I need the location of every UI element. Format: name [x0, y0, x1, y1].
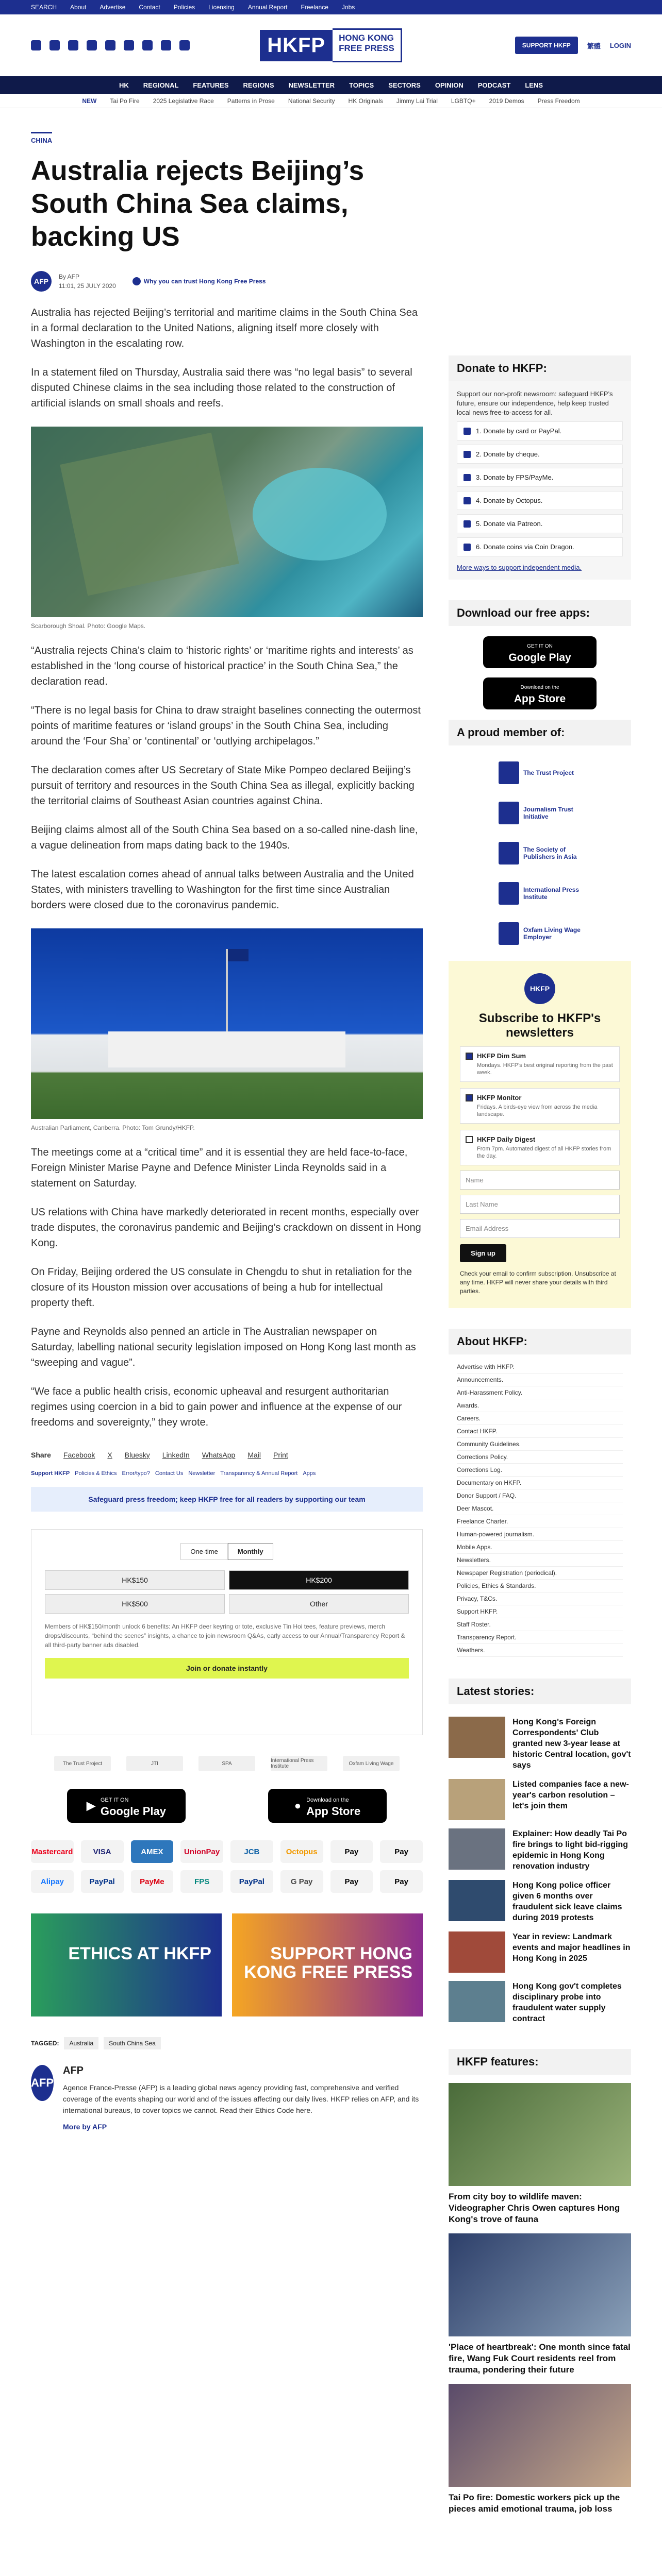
feature-item[interactable]: Tai Po fire: Domestic workers pick up the pieces amid emotional trauma, job loss	[449, 2384, 631, 2515]
nav-newsletter[interactable]: NEWSLETTER	[288, 81, 335, 89]
about-link[interactable]: Policies, Ethics & Standards.	[457, 1580, 623, 1592]
story-item[interactable]: Listed companies face a new-year's carbon resolution – let's join them	[449, 1779, 631, 1820]
footlink[interactable]: Apps	[303, 1470, 316, 1477]
paragraph: The latest escalation comes ahead of annual talks between Australia and the United States, with ministers travelling to Washington for the first time since Australian borders were closed due to the coronavirus pandemic.	[31, 869, 414, 911]
paragraph: On Friday, Beijing ordered the US consulate in Chengdu to shut in retaliation for the closure of its Houston mission over accusations of being a hub for intellectual property theft.	[31, 1266, 412, 1309]
trending-item[interactable]: HK Originals	[348, 97, 383, 105]
feature-item[interactable]: 'Place of heartbreak': One month since fatal fire, Wang Fuk Court residents reel from trauma, pondering their future	[449, 2233, 631, 2376]
story-thumbnail	[449, 1880, 505, 1921]
member-logos	[449, 745, 631, 961]
topbar-licensing[interactable]: Licensing	[208, 4, 235, 11]
paragraph: Beijing claims almost all of the South China Sea based on a so-called nine-dash line, a vague delineation from maps dating back to the 1940s.	[31, 824, 418, 851]
checkbox-checked-icon[interactable]	[466, 1094, 473, 1101]
coin-icon	[464, 544, 471, 551]
trending-item[interactable]: Patterns in Prose	[227, 97, 275, 105]
email-icon[interactable]	[142, 40, 153, 50]
about-link[interactable]: Transparency Report.	[457, 1631, 623, 1644]
latest-heading: Latest stories:	[449, 1679, 631, 1704]
publish-date: 11:01, 25 JULY 2020	[59, 282, 116, 290]
threads-icon[interactable]	[87, 40, 97, 50]
paragraph: “There is no legal basis for China to draw straight baselines connecting the outermost points of maritime features or ‘island groups’ in the South China Sea, including around the ‘Four Sha’ or ‘continental’ or ‘outlying archipelagos.”	[31, 705, 421, 747]
hkfp-badge-icon: HKFP	[524, 973, 555, 1004]
paragraph: Payne and Reynolds also penned an article in The Australian newspaper on Saturday, labelling national security legislation imposed on Hong Kong last month as “sweeping and vague”.	[31, 1326, 416, 1368]
amount-option[interactable]: HK$150	[45, 1570, 225, 1590]
trending-nav	[0, 94, 662, 108]
support-promo[interactable]: SUPPORT HONG KONG FREE PRESS	[232, 1913, 423, 2016]
badge[interactable]: The Trust Project	[54, 1756, 111, 1771]
safeguard-banner[interactable]: Safeguard press freedom; keep HKFP free for all readers by supporting our team	[31, 1487, 423, 1512]
nav-hk[interactable]: HK	[119, 81, 129, 89]
donation-widget	[31, 1529, 423, 1735]
about-link[interactable]: Advertise with HKFP.	[457, 1361, 623, 1374]
x-icon[interactable]	[49, 40, 60, 50]
tags	[31, 2037, 423, 2049]
share-facebook[interactable]: Facebook	[63, 1451, 95, 1459]
bluesky-icon[interactable]	[161, 40, 171, 50]
about-link[interactable]: Donor Support / FAQ.	[457, 1489, 623, 1502]
member-logo[interactable]: International Press Institute	[499, 878, 581, 908]
share-whatsapp[interactable]: WhatsApp	[202, 1451, 236, 1459]
payment-logo: Pay	[380, 1870, 423, 1893]
app-store-badge[interactable]: Download on the App Store	[483, 677, 597, 709]
paragraph: Australia has rejected Beijing’s territorial and maritime claims in the South China Sea in a formal declaration to the United Nations, aligning itself more closely with Washington in the escalating row.	[31, 307, 418, 349]
payment-logo: VISA	[81, 1840, 124, 1863]
about-link[interactable]: Community Guidelines.	[457, 1438, 623, 1451]
language-link[interactable]: 繁體	[587, 42, 601, 50]
image-caption: Scarborough Shoal. Photo: Google Maps.	[31, 622, 146, 630]
figure-parliament	[31, 928, 423, 1131]
apple-icon: ●	[294, 1799, 302, 1812]
about-link[interactable]: Deer Mascot.	[457, 1502, 623, 1515]
aerial-shoal-image	[31, 427, 423, 617]
paragraph: “Australia rejects China’s claim to ‘historic rights’ or ‘maritime rights and interests’ as established in the ‘long course of historical practice’ in the South China Sea,” the declaration read.	[31, 645, 413, 687]
more-by-author[interactable]: More by AFP	[63, 2123, 107, 2131]
story-thumbnail	[449, 1931, 505, 1973]
payment-logo: JCB	[230, 1840, 273, 1863]
support-hkfp-button[interactable]: SUPPORT HKFP	[515, 37, 578, 54]
story-thumbnail	[449, 1717, 505, 1758]
payment-logo: AMEX	[131, 1840, 174, 1863]
image-caption: Australian Parliament, Canberra. Photo: Tom Grundy/HKFP.	[31, 1124, 195, 1131]
trending-item[interactable]: 2025 Legislative Race	[153, 97, 214, 105]
payment-logo: Pay	[380, 1840, 423, 1863]
story-item[interactable]: Explainer: How deadly Tai Po fire brings to light bid-rigging epidemic in Hong Kong renovation industry	[449, 1828, 631, 1872]
logo-mark: HKFP	[260, 30, 333, 61]
payment-logo: G Pay	[280, 1870, 323, 1893]
badge[interactable]: International Press Institute	[271, 1756, 327, 1771]
donate-note: Support our non-profit newsroom: safeguard HKFP’s future, ensure our independence, help keep trusted local news free-to-access for all.	[457, 390, 613, 416]
payment-methods	[31, 1840, 423, 1893]
payment-logo: Octopus	[280, 1840, 323, 1863]
join-donate-button[interactable]: Join or donate instantly	[45, 1658, 409, 1679]
about-link[interactable]: Corrections Log.	[457, 1464, 623, 1477]
newsletter-option[interactable]: HKFP Monitor Fridays. A birds-eye view from across the media landscape.	[460, 1088, 620, 1124]
google-play-badge[interactable]: GET IT ON Google Play	[483, 636, 597, 668]
footlink[interactable]: Support HKFP	[31, 1470, 70, 1477]
about-link[interactable]: Contact HKFP.	[457, 1425, 623, 1438]
donate-option[interactable]: 1. Donate by card or PayPal.	[457, 421, 623, 440]
oxfam-icon	[499, 922, 519, 945]
trending-item[interactable]: Tai Po Fire	[110, 97, 140, 105]
trending-item[interactable]: 2019 Demos	[489, 97, 524, 105]
article-title: Australia rejects Beijing’s South China Sea claims, backing US	[31, 156, 365, 252]
latest-stories	[449, 1704, 631, 2028]
app-store-badge[interactable]: ● Download on the App Store	[268, 1789, 387, 1823]
newsletter-signup	[449, 961, 631, 1308]
payment-logo: FPS	[180, 1870, 223, 1893]
donate-option[interactable]: 2. Donate by cheque.	[457, 445, 623, 464]
payment-logo: PayMe	[131, 1870, 174, 1893]
trending-item[interactable]: National Security	[288, 97, 335, 105]
about-link[interactable]: Anti-Harassment Policy.	[457, 1386, 623, 1399]
features-heading: HKFP features:	[449, 2049, 631, 2075]
card-icon	[464, 428, 471, 435]
apps-heading: Download our free apps:	[449, 600, 631, 626]
nav-topics[interactable]: TOPICS	[349, 81, 374, 89]
nav-opinion[interactable]: OPINION	[435, 81, 464, 89]
feature-image	[449, 2384, 631, 2487]
footlink[interactable]: Transparency & Annual Report	[220, 1470, 298, 1477]
checkbox-icon[interactable]	[466, 1136, 473, 1143]
about-link[interactable]: Awards.	[457, 1399, 623, 1412]
trending-label: NEW	[82, 97, 97, 105]
site-header	[0, 14, 662, 76]
nav-sectors[interactable]: SECTORS	[388, 81, 421, 89]
youtube-icon[interactable]	[105, 40, 115, 50]
logo-wordmark: HONG KONG FREE PRESS	[333, 28, 402, 62]
top-utility-bar	[0, 0, 662, 14]
member-logo[interactable]: Oxfam Living Wage Employer	[499, 919, 581, 948]
topbar-advertise[interactable]: Advertise	[100, 4, 126, 11]
amount-option[interactable]: HK$500	[45, 1594, 225, 1614]
payment-logo: PayPal	[81, 1870, 124, 1893]
newsletter-option[interactable]: HKFP Daily Digest From 7pm. Automated digest of all HKFP stories from the day.	[460, 1130, 620, 1165]
payment-logo: Alipay	[31, 1870, 74, 1893]
nav-regional[interactable]: REGIONAL	[143, 81, 179, 89]
patreon-icon	[464, 520, 471, 528]
topbar-policies[interactable]: Policies	[173, 4, 195, 11]
about-link[interactable]: Staff Roster.	[457, 1618, 623, 1631]
main-navigation	[0, 76, 662, 94]
ethics-promo[interactable]: ETHICS AT HKFP	[31, 1913, 222, 2016]
feature-image	[449, 2233, 631, 2336]
nav-lens[interactable]: LENS	[525, 81, 543, 89]
trust-icon	[133, 277, 141, 285]
paragraph: The meetings come at a “critical time” and it is essential they are held face-to-face, Foreign Minister Marise Payne and Defence Minister Linda Reynolds said in a statement on Saturday.	[31, 1147, 408, 1189]
paragraph: “We face a public health crisis, economic upheaval and resurgent authoritarian regimes using coercion in a bid to gain power and influence at the expense of our freedoms and sovereignty,” they wrote.	[31, 1386, 402, 1428]
payment-logo: Pay	[330, 1870, 373, 1893]
feature-item[interactable]: From city boy to wildlife maven: Videographer Chris Owen captures Hong Kong's trove of fauna	[449, 2083, 631, 2225]
app-store-badges	[31, 1789, 423, 1823]
author-box-name[interactable]: AFP	[63, 2065, 84, 2076]
footlink[interactable]: Newsletter	[188, 1470, 216, 1477]
newsletter-title: Subscribe to HKFP's newsletters	[478, 1011, 601, 1040]
paragraph: US relations with China have markedly deteriorated in recent months, especially over trade disputes, the coronavirus pandemic and Beijing’s crackdown on dissent in Hong Kong.	[31, 1207, 421, 1249]
story-item[interactable]: Hong Kong police officer given 6 months over fraudulent sick leave claims during 2019 protests	[449, 1880, 631, 1923]
article-footer-links	[31, 1470, 423, 1477]
about-link[interactable]: Support HKFP.	[457, 1605, 623, 1618]
parliament-image	[31, 928, 423, 1119]
share-mail[interactable]: Mail	[247, 1451, 261, 1459]
octopus-icon	[464, 497, 471, 504]
about-link[interactable]: Announcements.	[457, 1374, 623, 1386]
about-heading: About HKFP:	[449, 1329, 631, 1354]
about-link[interactable]: Corrections Policy.	[457, 1451, 623, 1464]
member-badges	[31, 1756, 423, 1771]
nav-regions[interactable]: REGIONS	[243, 81, 274, 89]
last-name-field[interactable]: Last Name	[460, 1195, 620, 1214]
trending-item[interactable]: LGBTQ+	[451, 97, 476, 105]
amount-other[interactable]: Other	[229, 1594, 409, 1614]
freq-one-time[interactable]: One-time	[180, 1543, 227, 1560]
newsletter-footnote: Check your email to confirm subscription. Unsubscribe at any time. HKFP will never share your details with third parties.	[460, 1270, 616, 1295]
login-link[interactable]: LOGIN	[609, 41, 631, 49]
share-x[interactable]: X	[107, 1451, 112, 1459]
tag[interactable]: South China Sea	[104, 2037, 161, 2049]
tagged-label: TAGGED:	[31, 2040, 59, 2047]
story-item[interactable]: Hong Kong's Foreign Correspondents' Club granted new 3-year lease at historic Central location, gov't says	[449, 1717, 631, 1771]
donate-option[interactable]: 5. Donate via Patreon.	[457, 514, 623, 533]
share-label: Share	[31, 1451, 51, 1459]
tag[interactable]: Australia	[64, 2037, 98, 2049]
footlink[interactable]: Contact Us	[155, 1470, 184, 1477]
sopa-icon	[499, 842, 519, 865]
about-link[interactable]: Privacy, T&Cs.	[457, 1592, 623, 1605]
trust-link[interactable]: Why you can trust Hong Kong Free Press	[133, 277, 266, 285]
share-bluesky[interactable]: Bluesky	[124, 1451, 150, 1459]
share-linkedin[interactable]: LinkedIn	[162, 1451, 190, 1459]
donate-option[interactable]: 6. Donate coins via Coin Dragon.	[457, 537, 623, 556]
badge[interactable]: JTI	[126, 1756, 183, 1771]
story-thumbnail	[449, 1828, 505, 1870]
cheque-icon	[464, 451, 471, 458]
topbar-freelance[interactable]: Freelance	[301, 4, 328, 11]
author-name[interactable]: By AFP	[59, 273, 80, 280]
figure-scarborough	[31, 427, 423, 630]
nav-features[interactable]: FEATURES	[193, 81, 229, 89]
about-links	[449, 1354, 631, 1663]
jti-icon	[499, 802, 519, 824]
footlink[interactable]: Error/typo?	[122, 1470, 150, 1477]
story-thumbnail	[449, 1779, 505, 1820]
name-field[interactable]: Name	[460, 1171, 620, 1190]
instagram-icon[interactable]	[68, 40, 78, 50]
donate-option[interactable]: 4. Donate by Octopus.	[457, 491, 623, 510]
payment-logo: PayPal	[230, 1870, 273, 1893]
google-play-badge[interactable]: ▶ GET IT ON Google Play	[67, 1789, 186, 1823]
ipi-icon	[499, 882, 519, 905]
email-field[interactable]: Email Address	[460, 1219, 620, 1238]
promo-banners	[31, 1913, 423, 2016]
paragraph: In a statement filed on Thursday, Australia said there was “no legal basis” to several disputed Chinese claims in the sea including those related to the construction of artificial islands on small shoals and reefs.	[31, 367, 412, 409]
author-box	[31, 2065, 423, 2132]
payment-logo: Pay	[330, 1840, 373, 1863]
rss-icon[interactable]	[179, 40, 190, 50]
member-heading: A proud member of:	[449, 720, 631, 745]
author-avatar[interactable]: AFP	[31, 271, 52, 292]
member-logo[interactable]: The Trust Project	[499, 758, 581, 788]
share-print[interactable]: Print	[273, 1451, 288, 1459]
topbar-search[interactable]: SEARCH	[31, 4, 57, 11]
about-link[interactable]: Freelance Charter.	[457, 1515, 623, 1528]
about-link[interactable]: Newsletters.	[457, 1554, 623, 1567]
topbar-jobs[interactable]: Jobs	[341, 4, 355, 11]
story-thumbnail	[449, 1981, 505, 2022]
sign-up-button[interactable]: Sign up	[460, 1244, 506, 1262]
fps-icon	[464, 474, 471, 481]
about-link[interactable]: Documentary on HKFP.	[457, 1477, 623, 1489]
payment-logo: UnionPay	[180, 1840, 223, 1863]
share-bar	[31, 1451, 423, 1459]
about-link[interactable]: Careers.	[457, 1412, 623, 1425]
author-bio: Agence France-Presse (AFP) is a leading global news agency providing fast, comprehensive and verified coverage of the events shaping our world and of the issues affecting our daily lives. HKFP relies on AFP, and its international bureaus, to cover topics we cannot. Read their Ethics Code here.	[63, 2083, 419, 2114]
donate-panel	[449, 381, 631, 580]
member-logo[interactable]: The Society of Publishers in Asia	[499, 838, 581, 868]
trending-item[interactable]: Jimmy Lai Trial	[396, 97, 438, 105]
play-icon: ▶	[86, 1799, 95, 1812]
social-icons	[31, 40, 237, 50]
sidebar	[449, 355, 631, 2515]
more-ways-link[interactable]: More ways to support independent media.	[457, 564, 582, 571]
story-item[interactable]: Hong Kong gov't completes disciplinary probe into fraudulent water supply contract	[449, 1981, 631, 2024]
feature-image	[449, 2083, 631, 2186]
about-link[interactable]: Human-powered journalism.	[457, 1528, 623, 1541]
footlink[interactable]: Policies & Ethics	[75, 1470, 117, 1477]
newsletter-option[interactable]: HKFP Dim Sum Mondays. HKFP's best original reporting from the past week.	[460, 1046, 620, 1082]
telegram-icon[interactable]	[124, 40, 134, 50]
badge[interactable]: Oxfam Living Wage	[343, 1756, 400, 1771]
article-category[interactable]: CHINA	[31, 132, 52, 144]
trending-item[interactable]: Press Freedom	[537, 97, 580, 105]
paragraph: The declaration comes after US Secretary of State Mike Pompeo declared Beijing’s pursuit of territory and resources in the South China Sea as illegal, explicitly backing the territorial claims of Southeast Asian countries against China.	[31, 765, 415, 807]
about-link[interactable]: Newspaper Registration (periodical).	[457, 1567, 623, 1580]
facebook-icon[interactable]	[31, 40, 41, 50]
sidebar-app-badges	[449, 626, 631, 720]
member-logo[interactable]: Journalism Trust Initiative	[499, 798, 581, 828]
amount-option-selected[interactable]: HK$200	[229, 1570, 409, 1590]
trust-project-icon	[499, 761, 519, 784]
payment-logo: Mastercard	[31, 1840, 74, 1863]
donate-heading: Donate to HKFP:	[449, 355, 631, 381]
author-box-avatar[interactable]: AFP	[31, 2065, 54, 2101]
checkbox-checked-icon[interactable]	[466, 1053, 473, 1060]
hkfp-logo[interactable]	[260, 28, 402, 62]
freq-monthly[interactable]: Monthly	[228, 1543, 273, 1560]
nav-podcast[interactable]: PODCAST	[477, 81, 511, 89]
article	[31, 124, 423, 2132]
topbar-contact[interactable]: Contact	[139, 4, 160, 11]
donate-option[interactable]: 3. Donate by FPS/PayMe.	[457, 468, 623, 487]
about-link[interactable]: Weathers.	[457, 1644, 623, 1657]
about-link[interactable]: Mobile Apps.	[457, 1541, 623, 1554]
story-item[interactable]: Year in review: Landmark events and major headlines in Hong Kong in 2025	[449, 1931, 631, 1973]
topbar-about[interactable]: About	[70, 4, 87, 11]
byline	[31, 271, 423, 292]
donation-note: Members of HK$150/month unlock 6 benefits: An HKFP deer keyring or tote, exclusive Tin Hoi tees, feature previews, merch drops/discounts, “behind the scenes” insights, a chance to join newsroom Q&As, early access to our Annual/Transparency Report & all third-party banner ads disabled.	[45, 1623, 405, 1649]
badge[interactable]: SPA	[198, 1756, 255, 1771]
topbar-annual-report[interactable]: Annual Report	[247, 4, 288, 11]
